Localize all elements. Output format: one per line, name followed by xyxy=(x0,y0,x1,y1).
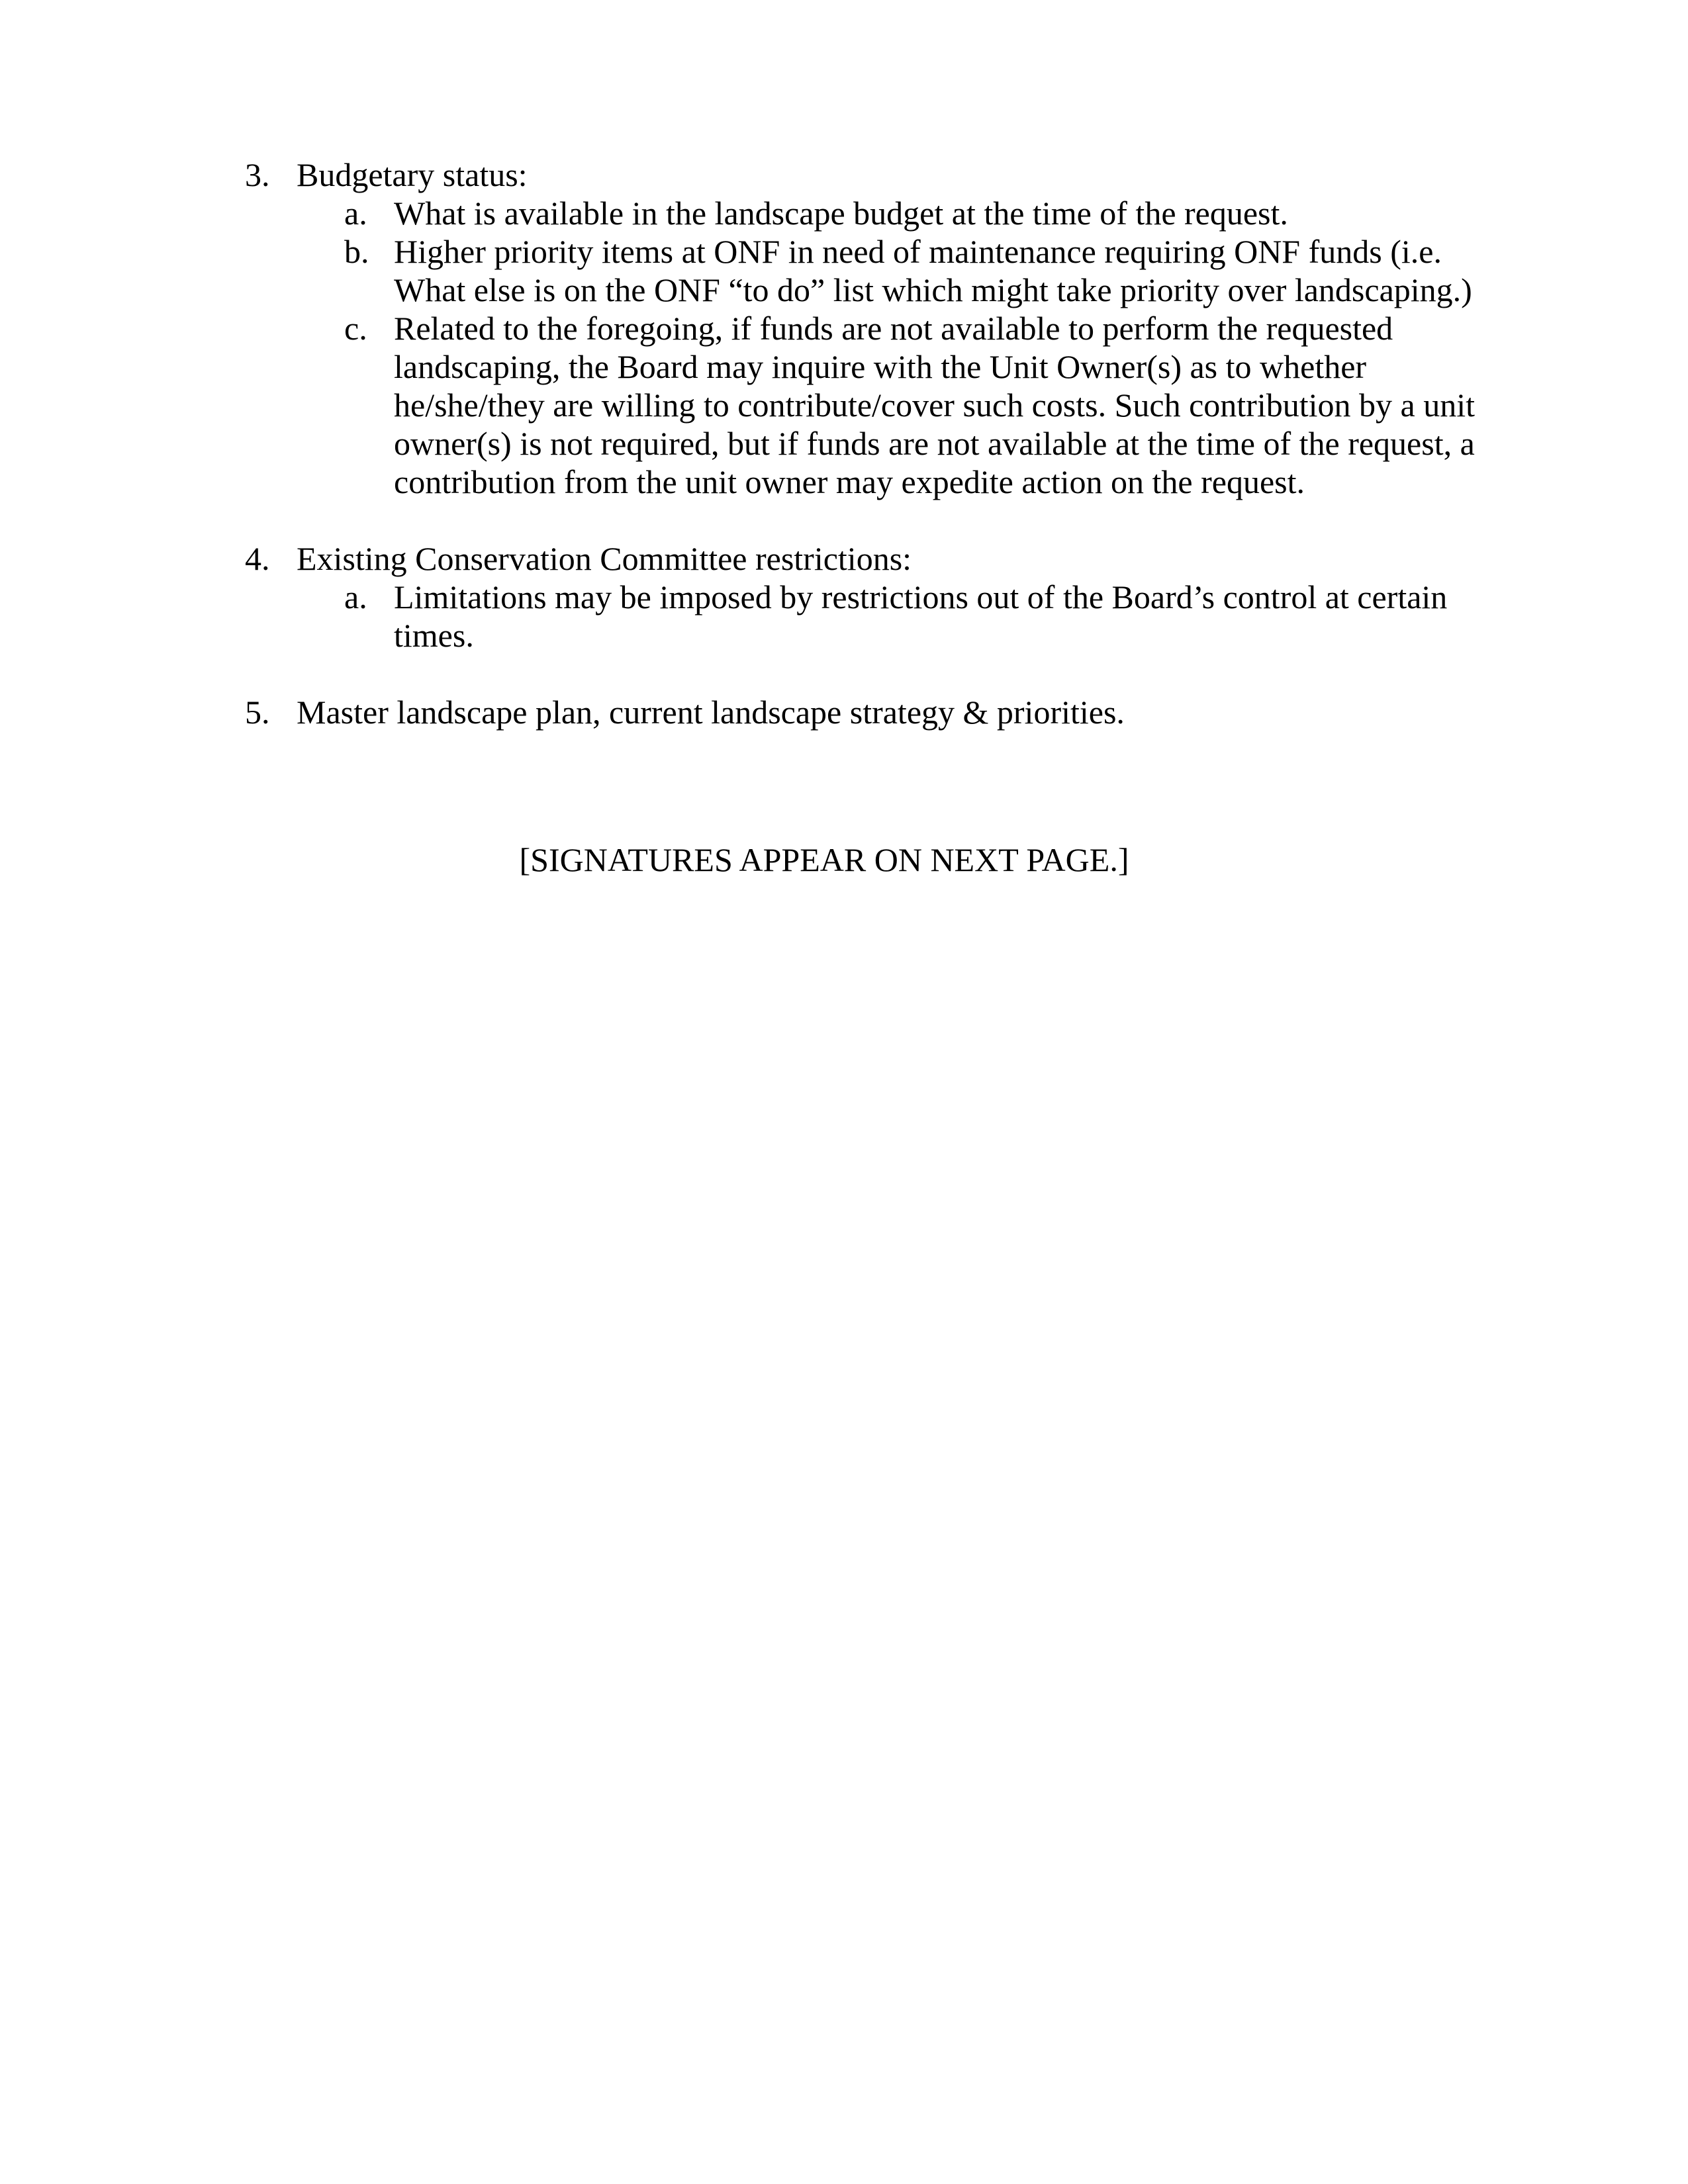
numbered-list xyxy=(245,156,1503,731)
sub-item-text: Related to the foregoing, if funds are not available to perform the requested landscaping, the Board may inquire with the Unit Owner(s) as to whether he/she/they are willing to contribute/cover such costs. Such contribution by a unit owner(s) is not required, but if funds are not available at the time of the request, a contribution from the unit owner may expedite action on the request. xyxy=(394,310,1475,500)
sub-item-letter: a. xyxy=(344,578,367,615)
sub-item-text: Limitations may be imposed by restrictions out of the Board’s control at certain times. xyxy=(394,578,1448,654)
list-item xyxy=(245,539,1503,578)
sub-item-letter: b. xyxy=(344,233,369,270)
item-text: Master landscape plan, current landscape strategy & priorities. xyxy=(297,694,1125,731)
item-number: 5. xyxy=(245,694,270,731)
list-item xyxy=(245,156,1503,194)
item-number: 3. xyxy=(245,156,270,193)
item-text: Budgetary status: xyxy=(297,156,528,193)
sub-list-item xyxy=(344,578,1503,655)
sub-item-letter: a. xyxy=(344,195,367,232)
sub-item-text: What is available in the landscape budget at the time of the request. xyxy=(394,195,1288,232)
sub-list-item xyxy=(344,232,1503,309)
sub-item-text: Higher priority items at ONF in need of maintenance requiring ONF funds (i.e. What else is on the ONF “to do” list which might take priority over landscaping.) xyxy=(394,233,1472,308)
list-item xyxy=(245,693,1503,731)
item-text: Existing Conservation Committee restrictions: xyxy=(297,540,912,577)
item-number: 4. xyxy=(245,540,270,577)
closing-note-text: [SIGNATURES APPEAR ON NEXT PAGE.] xyxy=(519,841,1129,878)
sub-list-item xyxy=(344,194,1503,232)
closing-note xyxy=(0,841,1688,879)
sub-list-item xyxy=(344,309,1503,501)
sub-item-letter: c. xyxy=(344,310,367,347)
